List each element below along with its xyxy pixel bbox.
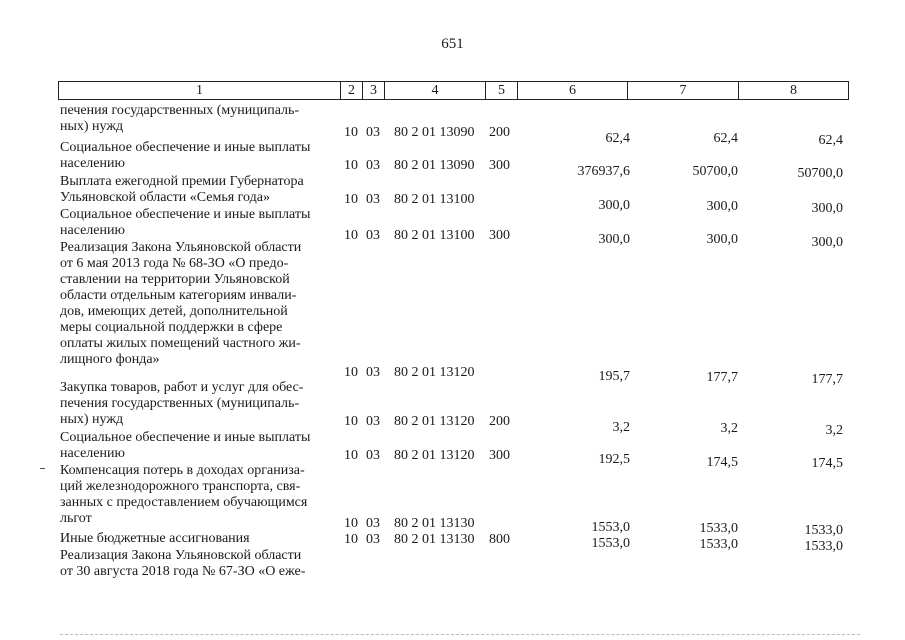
column-header: 1 bbox=[59, 82, 341, 100]
description-line: занных с предоставлением обучающимся bbox=[60, 495, 308, 510]
row-description bbox=[60, 548, 334, 580]
section-code: 10 bbox=[344, 414, 358, 429]
row-description bbox=[60, 174, 334, 206]
expense-type-code: 300 bbox=[489, 158, 510, 173]
description-line: Реализация Закона Ульяновской области bbox=[60, 548, 302, 563]
description-line: дов, имеющих детей, дополнительной bbox=[60, 304, 288, 319]
expense-type-code: 300 bbox=[489, 228, 510, 243]
amount-col8: 50700,0 bbox=[797, 166, 843, 181]
description-line: Ульяновской области «Семья года» bbox=[60, 190, 270, 205]
subsection-code: 03 bbox=[366, 448, 380, 463]
amount-col7: 300,0 bbox=[706, 199, 738, 214]
expense-type-code: 800 bbox=[489, 532, 510, 547]
amount-col6: 62,4 bbox=[605, 131, 630, 146]
description-line: льгот bbox=[60, 511, 92, 526]
target-item-code: 80 2 01 13130 bbox=[394, 516, 475, 531]
description-line: области отдельным категориям инвали- bbox=[60, 288, 297, 303]
subsection-code: 03 bbox=[366, 158, 380, 173]
target-item-code: 80 2 01 13130 bbox=[394, 532, 475, 547]
target-item-code: 80 2 01 13120 bbox=[394, 414, 475, 429]
row-description bbox=[60, 140, 334, 172]
subsection-code: 03 bbox=[366, 516, 380, 531]
amount-col7: 3,2 bbox=[720, 421, 738, 436]
scan-artifact-line bbox=[60, 634, 860, 636]
amount-col7: 50700,0 bbox=[692, 164, 738, 179]
row-description bbox=[60, 380, 334, 428]
description-line: Иные бюджетные ассигнования bbox=[60, 531, 250, 546]
amount-col8: 62,4 bbox=[818, 133, 843, 148]
amount-col8: 1533,0 bbox=[804, 539, 843, 554]
description-line: печения государственных (муниципаль- bbox=[60, 396, 300, 411]
description-line: ций железнодорожного транспорта, свя- bbox=[60, 479, 301, 494]
description-line: Социальное обеспечение и иные выплаты bbox=[60, 140, 311, 155]
amount-col7: 1533,0 bbox=[699, 537, 738, 552]
subsection-code: 03 bbox=[366, 414, 380, 429]
subsection-code: 03 bbox=[366, 125, 380, 140]
section-code: 10 bbox=[344, 532, 358, 547]
amount-col6: 376937,6 bbox=[577, 164, 630, 179]
subsection-code: 03 bbox=[366, 228, 380, 243]
amount-col7: 1533,0 bbox=[699, 521, 738, 536]
amount-col8: 174,5 bbox=[811, 456, 843, 471]
expense-type-code: 300 bbox=[489, 448, 510, 463]
column-header: 7 bbox=[628, 82, 739, 100]
row-description bbox=[60, 240, 334, 368]
description-line: Выплата ежегодной премии Губернатора bbox=[60, 174, 304, 189]
description-line: Социальное обеспечение и иные выплаты bbox=[60, 207, 311, 222]
subsection-code: 03 bbox=[366, 192, 380, 207]
amount-col6: 195,7 bbox=[598, 369, 630, 384]
description-line: от 6 мая 2013 года № 68-ЗО «О предо- bbox=[60, 256, 289, 271]
section-code: 10 bbox=[344, 448, 358, 463]
column-header-table bbox=[58, 81, 849, 100]
subsection-code: 03 bbox=[366, 532, 380, 547]
amount-col6: 1553,0 bbox=[591, 520, 630, 535]
description-line: населению bbox=[60, 446, 125, 461]
amount-col6: 192,5 bbox=[598, 452, 630, 467]
column-header-row bbox=[59, 82, 849, 100]
description-line: населению bbox=[60, 223, 125, 238]
row-description bbox=[60, 531, 334, 547]
column-header: 6 bbox=[518, 82, 628, 100]
description-line: Закупка товаров, работ и услуг для обес- bbox=[60, 380, 304, 395]
column-header: 5 bbox=[486, 82, 518, 100]
description-line: ставлении на территории Ульяновской bbox=[60, 272, 290, 287]
description-line: ных) нужд bbox=[60, 119, 124, 134]
amount-col6: 3,2 bbox=[612, 420, 630, 435]
description-line: Социальное обеспечение и иные выплаты bbox=[60, 430, 311, 445]
amount-col7: 174,5 bbox=[706, 455, 738, 470]
section-code: 10 bbox=[344, 365, 358, 380]
section-code: 10 bbox=[344, 516, 358, 531]
target-item-code: 80 2 01 13090 bbox=[394, 125, 475, 140]
section-code: 10 bbox=[344, 158, 358, 173]
margin-tick-mark bbox=[40, 468, 45, 469]
description-line: Реализация Закона Ульяновской области bbox=[60, 240, 302, 255]
description-line: населению bbox=[60, 156, 125, 171]
description-line: ных) нужд bbox=[60, 412, 124, 427]
description-line: от 30 августа 2018 года № 67-ЗО «О еже- bbox=[60, 564, 306, 579]
amount-col7: 62,4 bbox=[713, 131, 738, 146]
expense-type-code: 200 bbox=[489, 414, 510, 429]
target-item-code: 80 2 01 13120 bbox=[394, 365, 475, 380]
section-code: 10 bbox=[344, 192, 358, 207]
row-description bbox=[60, 207, 334, 239]
amount-col8: 300,0 bbox=[811, 235, 843, 250]
amount-col8: 3,2 bbox=[825, 423, 843, 438]
column-header: 2 bbox=[341, 82, 363, 100]
description-line: оплаты жилых помещений частного жи- bbox=[60, 336, 301, 351]
section-code: 10 bbox=[344, 125, 358, 140]
row-description bbox=[60, 463, 334, 527]
row-description bbox=[60, 430, 334, 462]
page-number: 651 bbox=[441, 36, 464, 52]
description-line: лищного фонда» bbox=[60, 352, 160, 367]
amount-col6: 300,0 bbox=[598, 198, 630, 213]
amount-col8: 177,7 bbox=[811, 372, 843, 387]
description-line: меры социальной поддержки в сфере bbox=[60, 320, 283, 335]
column-header: 4 bbox=[385, 82, 486, 100]
description-line: печения государственных (муниципаль- bbox=[60, 103, 300, 118]
amount-col8: 1533,0 bbox=[804, 523, 843, 538]
amount-col6: 300,0 bbox=[598, 232, 630, 247]
expense-type-code: 200 bbox=[489, 125, 510, 140]
amount-col7: 177,7 bbox=[706, 370, 738, 385]
amount-col6: 1553,0 bbox=[591, 536, 630, 551]
column-header: 8 bbox=[739, 82, 849, 100]
target-item-code: 80 2 01 13090 bbox=[394, 158, 475, 173]
row-description bbox=[60, 103, 334, 135]
target-item-code: 80 2 01 13100 bbox=[394, 192, 475, 207]
target-item-code: 80 2 01 13100 bbox=[394, 228, 475, 243]
amount-col8: 300,0 bbox=[811, 201, 843, 216]
section-code: 10 bbox=[344, 228, 358, 243]
amount-col7: 300,0 bbox=[706, 232, 738, 247]
target-item-code: 80 2 01 13120 bbox=[394, 448, 475, 463]
subsection-code: 03 bbox=[366, 365, 380, 380]
column-header: 3 bbox=[363, 82, 385, 100]
description-line: Компенсация потерь в доходах организа- bbox=[60, 463, 305, 478]
